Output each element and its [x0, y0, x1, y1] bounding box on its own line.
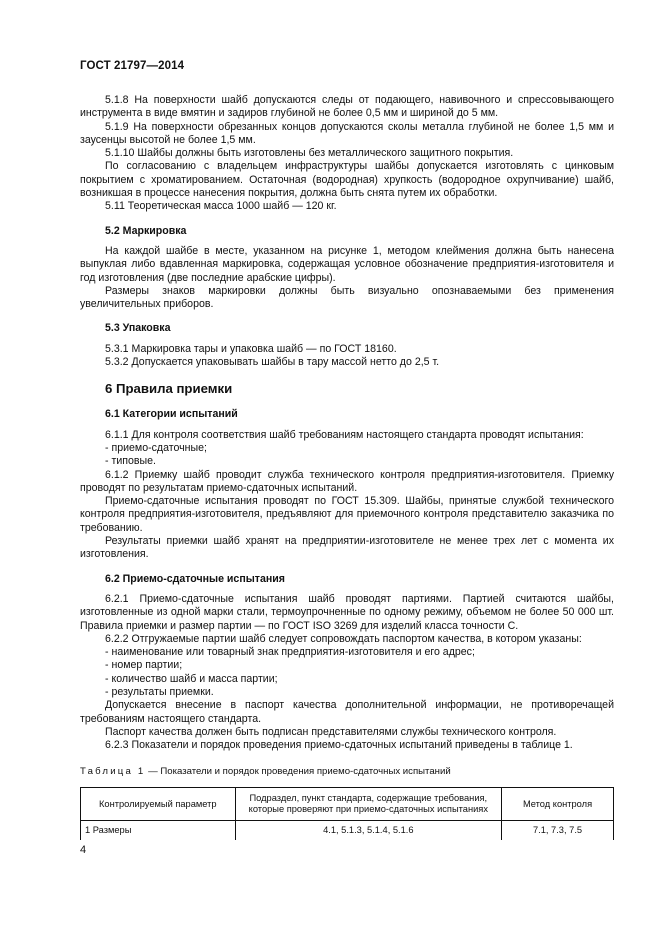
- paragraph: 5.1.10 Шайбы должны быть изготовлены без металлического защитного покрытия.: [105, 147, 514, 160]
- chapter-heading: 6 Правила приемки: [105, 381, 233, 397]
- table-cell: 1 Размеры: [81, 821, 236, 841]
- table-cell: 4.1, 5.1.3, 5.1.4, 5.1.6: [235, 821, 502, 841]
- table-header-row: [81, 788, 614, 821]
- paragraph: Размеры знаков маркировки должны быть визуально опознаваемыми без применения увеличительных приборов.: [80, 284, 614, 311]
- table-header-cell: Метод контроля: [502, 788, 614, 821]
- paragraph: Приемо-сдаточные испытания проводят по ГОСТ 15.309. Шайбы, принятые службой технического контроля предприятия-изготовителя, предъявляют для приемочного контроля представителю заказчика по требованию.: [80, 495, 614, 534]
- section-heading: 6.1 Категории испытаний: [105, 408, 238, 421]
- paragraph: По согласованию с владельцем инфраструктуры шайбы допускается изготовлять с цинковым покрытием с хроматированием. Остаточная (водородная) хрупкость (водородное охрупчивание) шайб, возникшая в процессе нанесения покрытия, должна быть снята путем их обработки.: [80, 160, 614, 200]
- paragraph: 5.11 Теоретическая масса 1000 шайб — 120 кг.: [105, 200, 337, 213]
- list-item: - приемо-сдаточные;: [105, 441, 207, 454]
- list-item: - количество шайб и масса партии;: [105, 672, 278, 685]
- table-cell: 7.1, 7.3, 7.5: [502, 821, 614, 841]
- paragraph: 6.2.2 Отгружаемые партии шайб следует сопровождать паспортом качества, в котором указаны:: [105, 632, 582, 645]
- table-header-cell: Контролируемый параметр: [81, 788, 236, 821]
- paragraph: Допускается внесение в паспорт качества дополнительной информации, не противоречащей требованиям настоящего стандарта.: [80, 699, 614, 725]
- paragraph: 5.3.1 Маркировка тары и упаковка шайб — по ГОСТ 18160.: [105, 342, 397, 355]
- paragraph: 6.2.3 Показатели и порядок проведения приемо-сдаточных испытаний приведены в таблице 1.: [105, 739, 573, 752]
- acceptance-tests-table: [80, 787, 614, 840]
- section-heading: 5.3 Упаковка: [105, 322, 171, 335]
- table-caption: [80, 766, 614, 778]
- table-row: [81, 821, 614, 841]
- page-number: 4: [80, 844, 87, 856]
- paragraph: 5.3.2 Допускается упаковывать шайбы в тару массой нетто до 2,5 т.: [105, 356, 440, 369]
- paragraph: Результаты приемки шайб хранят на предприятии-изготовителе не менее трех лет с момента их изготовления.: [80, 535, 614, 561]
- section-heading: 5.2 Маркировка: [105, 224, 187, 237]
- list-item: - результаты приемки.: [105, 685, 214, 698]
- paragraph: 6.2.1 Приемо-сдаточные испытания шайб проводят партиями. Партией считаются шайбы, изготовленные из одной марки стали, термоупрочненные по одному режиму, объемом не более 50 000 шт. Правила приемки и размер партии — по ГОСТ ISO 3269 для изделий класса точности С.: [80, 592, 614, 632]
- paragraph: 6.1.2 Приемку шайб проводит служба технического контроля предприятия-изготовителя. Приемку проводят по результатам приемо-сдаточных испытаний.: [80, 468, 614, 494]
- paragraph: 5.1.8 На поверхности шайб допускаются следы от подающего, навивочного и спрессовывающего инструмента в виде вмятин и задиров глубиной не более 0,5 мм и шириной до 5 мм.: [80, 94, 614, 120]
- table-header-cell: Подраздел, пункт стандарта, содержащие требования, которые проверяют при приемо-сдаточных испытаниях: [235, 788, 502, 821]
- paragraph: Паспорт качества должен быть подписан представителями службы технического контроля.: [105, 725, 557, 738]
- table-caption-label: Таблица 1: [80, 766, 146, 778]
- standard-header: ГОСТ 21797—2014: [80, 60, 185, 72]
- paragraph: 5.1.9 На поверхности обрезанных концов допускаются сколы металла глубиной не более 1,5 мм и заусенцы высотой не более 1,5 мм.: [80, 120, 614, 146]
- table-caption-text: — Показатели и порядок проведения приемо-сдаточных испытаний: [145, 766, 451, 778]
- paragraph: 6.1.1 Для контроля соответствия шайб требованиям настоящего стандарта проводят испытания:: [105, 428, 584, 441]
- list-item: - номер партии;: [105, 659, 183, 672]
- paragraph: На каждой шайбе в месте, указанном на рисунке 1, методом клеймения должна быть нанесена выпуклая либо вдавленная маркировка, содержащая условное обозначение предприятия-изготовителя и год изготовления (две последние арабские цифры).: [80, 244, 614, 284]
- list-item: - типовые.: [105, 455, 156, 468]
- list-item: - наименование или товарный знак предприятия-изготовителя и его адрес;: [105, 646, 475, 659]
- section-heading: 6.2 Приемо-сдаточные испытания: [105, 572, 285, 585]
- document-body: [80, 94, 614, 840]
